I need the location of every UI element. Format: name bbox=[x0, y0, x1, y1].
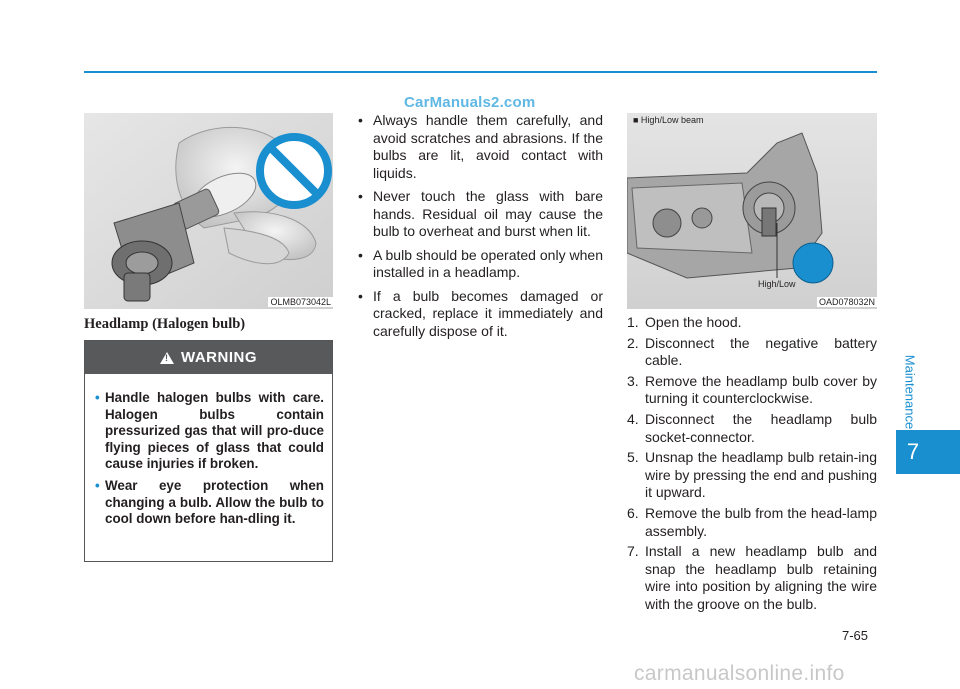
step-item bbox=[627, 543, 877, 613]
handling-bullets bbox=[356, 112, 603, 346]
step-item bbox=[627, 449, 877, 502]
halogen-bulb-photo bbox=[84, 113, 333, 309]
header-rule bbox=[84, 71, 877, 73]
step-item bbox=[627, 314, 877, 332]
page-number: 7-65 bbox=[842, 628, 869, 643]
warning-triangle-icon bbox=[160, 352, 174, 364]
step-number: 4. bbox=[627, 410, 639, 427]
step-item bbox=[627, 411, 877, 446]
warning-box bbox=[84, 340, 333, 562]
step-text: Remove the bulb from the head-lamp assembly. bbox=[645, 504, 877, 539]
photo-callout: High/Low bbox=[758, 279, 796, 289]
warning-list bbox=[85, 374, 332, 528]
figure-caption: Headlamp (Halogen bulb) bbox=[84, 316, 246, 332]
bullet-item: • Always handle them carefully, and avoid scratches and abrasions. If the bulbs are lit, avoid contact with liquids. bbox=[356, 112, 603, 182]
step-text: Disconnect the headlamp bulb socket-connector. bbox=[645, 410, 877, 445]
step-number: 2. bbox=[627, 334, 639, 351]
headlamp-assembly-photo bbox=[627, 113, 877, 309]
replacement-steps bbox=[627, 314, 877, 617]
step-number: 6. bbox=[627, 504, 639, 521]
step-number: 1. bbox=[627, 314, 639, 330]
warning-title: WARNING bbox=[181, 349, 257, 366]
step-number: 5. bbox=[627, 449, 639, 466]
chapter-tab bbox=[896, 430, 960, 474]
step-text: Disconnect the negative battery cable. bbox=[645, 334, 877, 369]
photo-code-right: OAD078032N bbox=[818, 297, 875, 307]
warning-item: • Wear eye protection when changing a bulb. Allow the bulb to cool down before han-dling it. bbox=[105, 478, 324, 528]
headlamp-assembly-illustration bbox=[627, 113, 877, 309]
step-item bbox=[627, 373, 877, 408]
step-text: Open the hood. bbox=[645, 314, 742, 330]
step-text: Remove the headlamp bulb cover by turning it counterclockwise. bbox=[645, 372, 877, 407]
step-item bbox=[627, 505, 877, 540]
step-text: Unsnap the headlamp bulb retain-ing wire by pressing the end and pushing it upward. bbox=[645, 449, 877, 501]
step-number: 7. bbox=[627, 543, 639, 560]
chapter-number: 7 bbox=[906, 439, 920, 464]
bullet-item: • A bulb should be operated only when installed in a headlamp. bbox=[356, 247, 603, 282]
photo-code-left: OLMB073042L bbox=[270, 297, 331, 307]
warning-item: • Handle halogen bulbs with care. Halogen bulbs contain pressurized gas that will pro-duce flying pieces of glass that could cause injuries if broken. bbox=[105, 390, 324, 473]
bullet-item: • Never touch the glass with bare hands. Residual oil may cause the bulb to overheat and burst when lit. bbox=[356, 188, 603, 241]
warning-header bbox=[85, 341, 332, 374]
bullet-item: • If a bulb becomes damaged or cracked, replace it immediately and carefully dispose of it. bbox=[356, 288, 603, 341]
photo-title: ■ High/Low beam bbox=[633, 115, 704, 125]
step-text: Install a new headlamp bulb and snap the headlamp bulb retaining wire into position by aligning the wire with the groove on the bulb. bbox=[645, 543, 877, 612]
section-label: Maintenance bbox=[902, 354, 918, 430]
section-label-vertical bbox=[900, 342, 920, 442]
watermark-top: CarManuals2.com bbox=[404, 94, 536, 111]
step-item bbox=[627, 335, 877, 370]
watermark-bottom: carmanualsonline.info bbox=[634, 662, 845, 685]
hand-holding-bulb-illustration bbox=[84, 113, 333, 309]
step-number: 3. bbox=[627, 372, 639, 389]
